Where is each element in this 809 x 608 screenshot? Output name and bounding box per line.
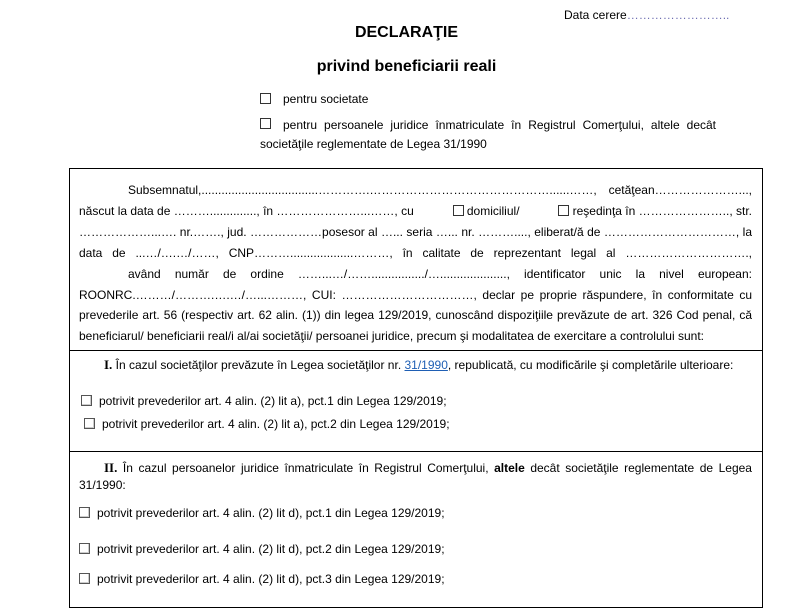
section-1-number: I. [104,357,113,372]
declaration-line-1: Subsemnatul,...................................………….………………………………………......……, cetăţean…………………..., [128,183,752,197]
section-1-text-end: , republicată, cu modificările şi completările ulterioare: [447,358,734,372]
section-2-text-1: În cazul persoanelor juridice înmatriculate în Registrul Comerţului, [122,461,489,475]
checkbox-company[interactable] [260,93,271,104]
section-2-item-1-label: potrivit prevederilor art. 4 alin. (2) lit d), pct.1 din Legea 129/2019; [97,506,445,520]
section-1-item-2-label: potrivit prevederilor art. 4 alin. (2) lit a), pct.2 din Legea 129/2019; [102,417,450,431]
resedinta-option [558,201,752,222]
section-2-item-3-label: potrivit prevederilor art. 4 alin. (2) lit d), pct.3 din Legea 129/2019; [97,572,445,586]
declaration-paragraph [79,180,752,347]
section-1-text: În cazul societăţilor prevăzute în Legea societăţilor nr. [115,358,402,372]
document-title [0,24,809,42]
option-legal-entity-line1: pentru persoanele juridice înmatriculate în Registrul Comerţului, altele decât [283,118,716,132]
document-subtitle [0,58,809,76]
section-2-item-2-label: potrivit prevederilor art. 4 alin. (2) lit d), pct.2 din Legea 129/2019; [97,542,445,556]
checkbox-domiciliu[interactable] [453,205,464,216]
declaration-line-4: data de ...…/….…/……, CNP………...................………, în calitate de reprezentant legal al …………………………., [79,245,752,260]
checkbox-s1-item-2[interactable] [84,418,95,429]
section-2-item-1 [79,506,445,520]
checkbox-legal-entity[interactable] [260,118,271,129]
declaration-line-2 [79,201,752,222]
checkbox-s2-item-3[interactable] [79,573,90,584]
section-1-item-2 [84,417,450,431]
section-1-item-1-label: potrivit prevederilor art. 4 alin. (2) lit a), pct.1 din Legea 129/2019; [99,394,447,408]
section-2-bold-word: altele [494,461,525,475]
option-company-label: pentru societate [283,92,369,106]
section-2-item-2 [79,542,445,556]
section-divider-1 [69,350,763,351]
section-2-heading [79,459,752,494]
birth-date-text: născut la data de ……….............., în …………………...……, cu [79,203,414,218]
section-2-text-2: decât societăţile reglementate de Legea [530,461,752,475]
request-date-field[interactable]: …………………….. [626,8,730,22]
section-2-line-1 [79,459,752,477]
domiciliu-label: domiciliul/ [466,203,520,218]
checkbox-s1-item-1[interactable] [81,395,92,406]
declaration-line-8: beneficiarul/ beneficiarii real/i al/ai societăţii/ persoanei juridice, precum şi modalitatea de exercitare a controlului sunt: [79,329,704,344]
option-legal-entity-line2: societăţile reglementate de Legea 31/1990 [260,137,487,151]
checkbox-s2-item-2[interactable] [79,543,90,554]
document-title-text: DECLARAŢIE [354,24,459,41]
resedinta-label: reşedinţa în ………………….., str. [572,203,752,218]
option-legal-entity [260,116,716,154]
option-company [260,92,368,106]
section-divider-2 [69,451,763,452]
document-subtitle-text: privind beneficiarii reali [316,58,497,75]
section-1-heading [104,357,733,373]
declaration-line-6: ROONRC.………/……….….…/…...………, CUI: ……………………………, declar pe proprie răspundere, în conformitate cu [79,287,752,302]
checkbox-resedinta[interactable] [558,205,569,216]
request-date-line [564,8,729,22]
declaration-line-3: ………………...…. nr.……., jud. ………………posesor al …... seria …... nr. ………...., eliberat/ă de ……………………………, la [79,224,752,239]
law-31-1990-link[interactable]: 31/1990 [404,358,448,372]
section-2-number: II. [104,460,118,475]
section-2-line-2: 31/1990: [79,478,126,492]
declaration-line-5: având număr de ordine ……...…/……................/…...................., identificator unic la nivel european: [128,266,752,281]
checkbox-s2-item-1[interactable] [79,507,90,518]
domiciliu-option [453,201,520,222]
section-2-item-3 [79,572,445,586]
request-date-label: Data cerere [564,8,627,22]
declaration-line-7: prevederile art. 56 (respectiv art. 62 alin. (1)) din legea 129/2019, cunoscând dispoziţiile prevăzute de art. 326 Cod penal, că [79,308,752,323]
section-1-item-1 [81,394,447,408]
